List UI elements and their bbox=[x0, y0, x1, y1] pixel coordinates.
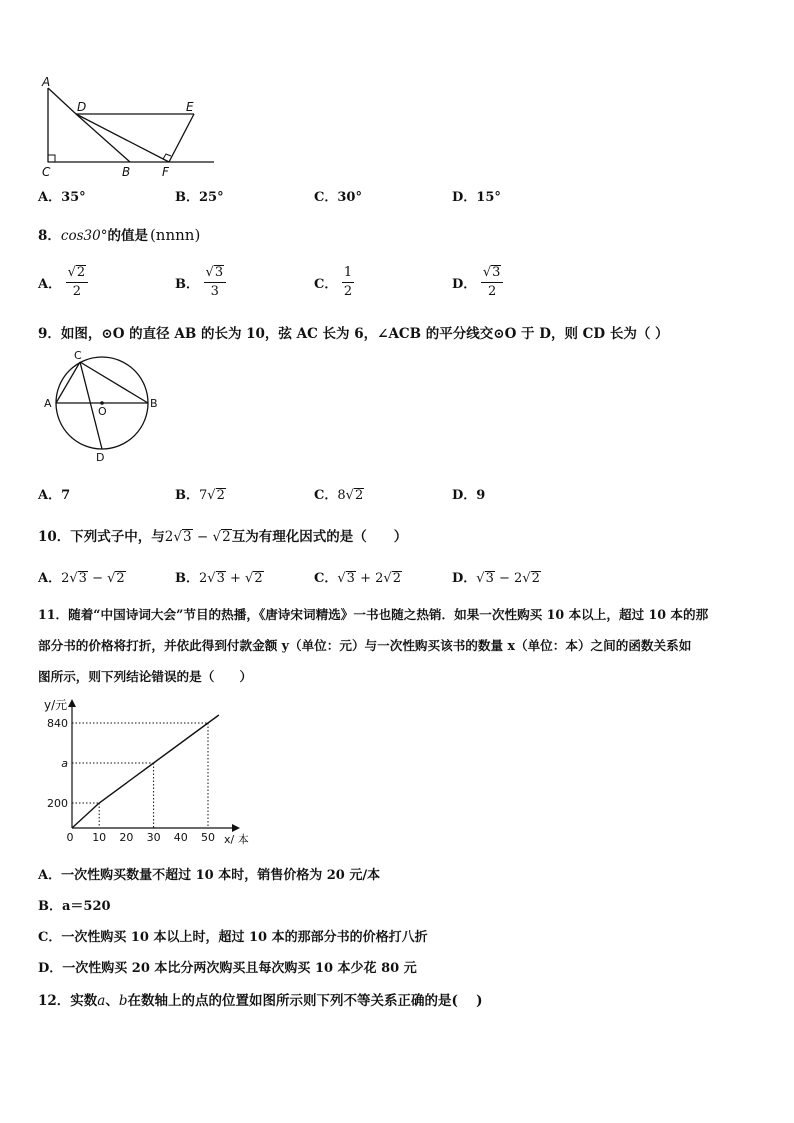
q7-figure bbox=[36, 72, 221, 180]
q7-label-e: E bbox=[186, 100, 194, 114]
q7-label-d: D bbox=[77, 100, 87, 114]
q7-option-c[interactable]: C．30° bbox=[314, 190, 362, 205]
x-tick-label: 40 bbox=[173, 831, 188, 844]
x-tick-label: 20 bbox=[119, 831, 134, 844]
q11-option-a[interactable]: A．一次性购买数量不超过 10 本时，销售价格为 20 元/本 bbox=[38, 868, 381, 883]
y-axis-arrow-icon bbox=[68, 699, 76, 707]
chart-x-label: x/ 本 bbox=[224, 833, 249, 845]
y-tick-label: 840 bbox=[47, 717, 68, 730]
q9-option-a[interactable]: A．7 bbox=[38, 488, 71, 503]
q11-stem-line1: 11．随着“中国诗词大会”节目的热播，《唐诗宋词精选》一书也随之热销．如果一次性购买 10 本以上，超过 10 本的那 bbox=[38, 607, 709, 622]
q11-stem-line3: 图所示，则下列结论错误的是（ ） bbox=[38, 669, 253, 684]
q7-option-a[interactable]: A．35° bbox=[38, 190, 86, 205]
y-tick-label: 200 bbox=[47, 797, 68, 810]
q8-option-c[interactable]: C． $\frac{1}{2}$ bbox=[314, 265, 353, 299]
q8-option-a[interactable]: A． $\frac{√2}{2}$ bbox=[38, 264, 88, 301]
x-tick-label: 10 bbox=[92, 831, 107, 844]
q10-option-a[interactable]: A．2√3 − √2 bbox=[38, 571, 125, 586]
q11-stem-line2: 部分书的价格将打折，并依此得到付款金额 y（单位：元）与一次性购买该书的数量 x（单位：本）之间的函数关系如 bbox=[38, 638, 692, 653]
q7-label-a: A bbox=[42, 75, 51, 89]
x-tick-label: 50 bbox=[201, 831, 215, 844]
chart-y-label: y/元 bbox=[44, 698, 68, 712]
q7-option-d[interactable]: D．15° bbox=[452, 190, 501, 205]
q9-stem: 9．如图，⊙O 的直径 AB 的长为 10，弦 AC 长为 6，∠ACB 的平分线交⊙O 于 D，则 CD 长为（ ） bbox=[38, 326, 669, 342]
q11-chart bbox=[36, 695, 256, 845]
q7-label-b: B bbox=[122, 165, 131, 179]
q9-label-d: D bbox=[96, 451, 105, 464]
q11-option-c[interactable]: C．一次性购买 10 本以上时，超过 10 本的那部分书的价格打八折 bbox=[38, 930, 428, 945]
q8-option-b[interactable]: B． $\frac{√3}{3}$ bbox=[175, 264, 226, 301]
q7-label-f: F bbox=[162, 165, 169, 179]
series-line bbox=[72, 715, 219, 828]
q9-label-b: B bbox=[150, 397, 158, 410]
q10-option-c[interactable]: C．√3 + 2√2 bbox=[314, 571, 401, 586]
q7-label-c: C bbox=[42, 165, 51, 179]
y-tick-label: a bbox=[61, 757, 68, 770]
q10-option-d[interactable]: D．√3 − 2√2 bbox=[452, 571, 540, 586]
q9-figure bbox=[36, 348, 166, 466]
q9-label-c: C bbox=[74, 349, 82, 362]
q9-option-c[interactable]: C．8√2 bbox=[314, 488, 364, 503]
q9-label-o: O bbox=[98, 405, 107, 418]
q11-option-b[interactable]: B．a＝520 bbox=[38, 899, 111, 914]
x-tick-label: 30 bbox=[146, 831, 161, 844]
x-axis-arrow-icon bbox=[232, 824, 240, 832]
q8-option-d[interactable]: D． $\frac{√3}{2}$ bbox=[452, 264, 503, 301]
x-tick-label: 0 bbox=[66, 831, 74, 844]
q9-option-b[interactable]: B．7√2 bbox=[175, 488, 225, 503]
q7-option-b[interactable]: B．25° bbox=[175, 190, 224, 205]
q10-stem: 10．下列式子中，与2√3 − √2互为有理化因式的是（ ） bbox=[38, 529, 408, 545]
q10-option-b[interactable]: B．2√3 + √2 bbox=[175, 571, 263, 586]
q9-label-a: A bbox=[44, 397, 52, 410]
q8-stem: 8．cos30°的值是 (nnnn) bbox=[38, 226, 201, 244]
q11-option-d[interactable]: D．一次性购买 20 本比分两次购买且每次购买 10 本少花 80 元 bbox=[38, 961, 417, 976]
q9-option-d[interactable]: D．9 bbox=[452, 488, 486, 503]
q12-stem: 12．实数a、b在数轴上的点的位置如图所示则下列不等关系正确的是( ) bbox=[38, 993, 483, 1009]
